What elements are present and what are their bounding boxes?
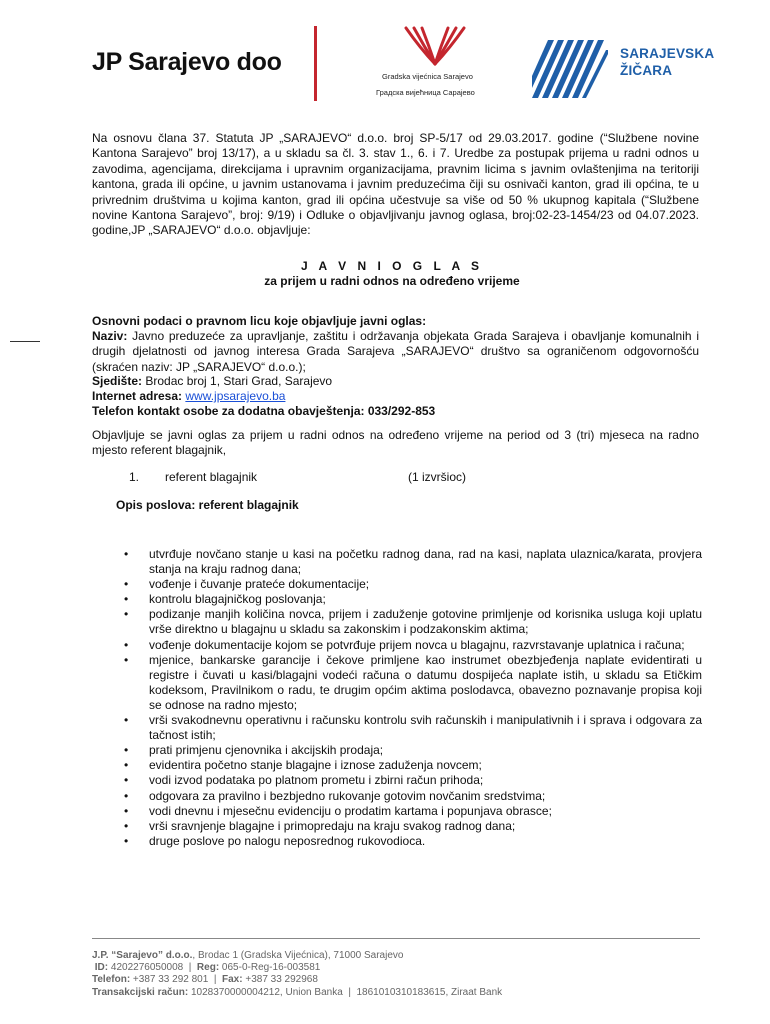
footer-reg-value: 065-0-Reg-16-003581 — [219, 962, 321, 973]
sjediste-value: Brodac broj 1, Stari Grad, Sarajevo — [142, 374, 333, 388]
position-title: referent blagajnik — [165, 470, 258, 484]
footer-id-line: ID: 4202276050008 | Reg: 065-0-Reg-16-003581 — [94, 962, 321, 973]
footer-fax-value: +387 33 292968 — [242, 974, 318, 985]
duties-heading: Opis poslova: referent blagajnik — [116, 498, 299, 512]
zicara-brand-text — [620, 45, 714, 79]
sjediste-label: Sjedište: — [92, 374, 143, 388]
list-item: • druge poslove po nalogu neposrednog rukovodioca. — [112, 834, 702, 849]
footer-id-value: 4202276050008 — [108, 962, 184, 973]
list-item: • vrši svakodnevnu operativnu i računsku kontrolu svih računskih i manipulativnih i i sprava i odgovara za tačnost istih; — [112, 713, 702, 743]
basic-info-heading: Osnovni podaci o pravnom licu koje objavljuje javni oglas: — [92, 314, 427, 328]
position-count: (1 izvršioc) — [408, 470, 467, 484]
footer-id-label: ID: — [94, 962, 109, 973]
list-item: • vodi dnevnu i mjesečnu evidenciju o prodatim kartama i popunjava obrasce; — [112, 804, 702, 819]
sjediste-line — [92, 374, 332, 388]
naziv-block — [92, 329, 699, 375]
company-name: JP Sarajevo doo — [92, 48, 282, 76]
footer-phone-line: Telefon: +387 33 292 801 | Fax: +387 33 292968 — [92, 974, 318, 985]
footer-tel-label: Telefon: — [92, 974, 131, 985]
naziv-value: Javno preduzeće za upravljanje, zaštitu i održavanja objekata Grada Sarajeva i obavljanje komunalnih i drugih djelatnosti od javnog interesa Grada Sarajeva „SARAJEVO“ društvo sa ograničenom odgovornošću (skraćen naziv: JP „SARAJEVO“ d.o.o.); — [92, 329, 699, 374]
zicara-line-2: ŽIČARA — [620, 63, 673, 78]
footer-reg-label: Reg: — [196, 962, 220, 973]
footer-account-line: Transakcijski račun: 1028370000004212, Union Banka | 1861010310183615, Ziraat Bank — [92, 987, 503, 998]
header-divider — [314, 26, 317, 101]
footer-divider — [92, 938, 700, 939]
naziv-label: Naziv: — [92, 329, 128, 343]
internet-label: Internet adresa: — [92, 389, 183, 403]
list-item: • vrši sravnjenje blagajne i primopredaju na kraju svakog radnog dana; — [112, 819, 702, 834]
footer-account-value-2: 1861010310183615, Ziraat Bank — [353, 987, 503, 998]
list-item: • utvrđuje novčano stanje u kasi na početku radnog dana, rad na kasi, naplata ulaznica/karata, provjera stanja na kraju radnog dana; — [112, 547, 702, 577]
document-subtitle: za prijem u radni odnos na određeno vrijeme — [264, 274, 520, 288]
sarajevska-zicara-logo-icon — [530, 38, 608, 100]
vijecnica-name-latin: Gradska vijećnica Sarajevo — [382, 72, 473, 81]
list-item: • evidentira početno stanje blagajne i iznose zaduženja novcem; — [112, 758, 702, 773]
duties-list — [112, 547, 702, 849]
footer-account-label: Transakcijski račun: — [92, 987, 189, 998]
contact-phone-line: Telefon kontakt osobe za dodatna obavještenja: 033/292-853 — [92, 404, 436, 418]
list-item: • mjenice, bankarske garancije i čekove primljene kao instrumet obezbjeđenja naplate evidentirati u registre i čuvati u kasi/blagajni vodeći računa o datumu dospijeća naplate istih, u skladu sa Etičkim kodeksom, Pravilnikom o radu, te drugim općim aktima poslodavca, obavezno poznavanje propisa koji se odnose na radno mjesto; — [112, 653, 702, 713]
list-item: • kontrolu blagajničkog poslovanja; — [112, 592, 702, 607]
announcement-paragraph: Objavljuje se javni oglas za prijem u radni odnos na određeno vrijeme na period od 3 (tri) mjeseca na radno mjesto referent blagajnik, — [92, 428, 699, 458]
list-item: • odgovara za pravilno i bezbjedno rukovanje gotovim novčanim sredstvima; — [112, 789, 702, 804]
position-number: 1. — [129, 470, 140, 484]
gradska-vijecnica-logo-icon — [400, 24, 470, 68]
document-title: J A V N I O G L A S — [300, 259, 484, 273]
footer-fax-label: Fax: — [222, 974, 243, 985]
list-item: • podizanje manjih količina novca, prijem i zaduženje gotovine primljenje od korisnika usluga koji uplatu vrše direktno u blagajnu u skladu sa zakonskim i podzakonskim aktima; — [112, 607, 702, 637]
list-item: • prati primjenu cjenovnika i akcijskih prodaja; — [112, 743, 702, 758]
footer-address-line — [92, 950, 403, 962]
zicara-line-1: SARAJEVSKA — [620, 46, 715, 61]
intro-paragraph: Na osnovu člana 37. Statuta JP „SARAJEVO“ d.o.o. broj SP-5/17 od 29.03.2017. godine (“Službene novine Kantona Sarajevo” broj 13/17), a u skladu sa čl. 3. stav 1., 6. i 7. Uredbe za postupak prijema u radni odnos u zavodima, agencijama, direkcijama i upravnim organizacijama, pravnim licima s javnim ovlaštenjima na teritoriji kantona, grada ili općine, u javnim ustanovama i javnim preduzećima čiji su osnivači kanton, grad ili općina, te u privrednim društvima u kojima kanton, grad ili općina učestvuje sa više od 50 % ukupnog kapitala (“Službene novine Kantona Sarajevo”, broj: 9/19) i Odluke o objavljivanju javnog oglasa, broj:02-23-1454/23 od 04.07.2023. godine,JP „SARAJEVO“ d.o.o. objavljuje: — [92, 131, 699, 238]
footer-company: J.P. “Sarajevo” d.o.o. — [92, 950, 193, 961]
margin-mark — [10, 341, 40, 342]
vijecnica-name-cyrillic: Градска вијећница Сарајево — [376, 88, 475, 97]
website-link[interactable]: www.jpsarajevo.ba — [185, 389, 286, 403]
list-item: • vođenje i čuvanje prateće dokumentacije; — [112, 577, 702, 592]
footer-tel-value: +387 33 292 801 — [130, 974, 209, 985]
list-item: • vodi izvod podataka po platnom prometu i zbirni račun prihoda; — [112, 773, 702, 788]
internet-line — [92, 389, 285, 403]
footer-account-value: 1028370000004212, Union Banka — [188, 987, 343, 998]
footer-address: , Brodac 1 (Gradska Vijećnica), 71000 Sarajevo — [192, 950, 404, 961]
list-item: • vođenje dokumentacije kojom se potvrđuje prijem novca u blagajnu, razvrstavanje uplatnica i računa; — [112, 638, 702, 653]
